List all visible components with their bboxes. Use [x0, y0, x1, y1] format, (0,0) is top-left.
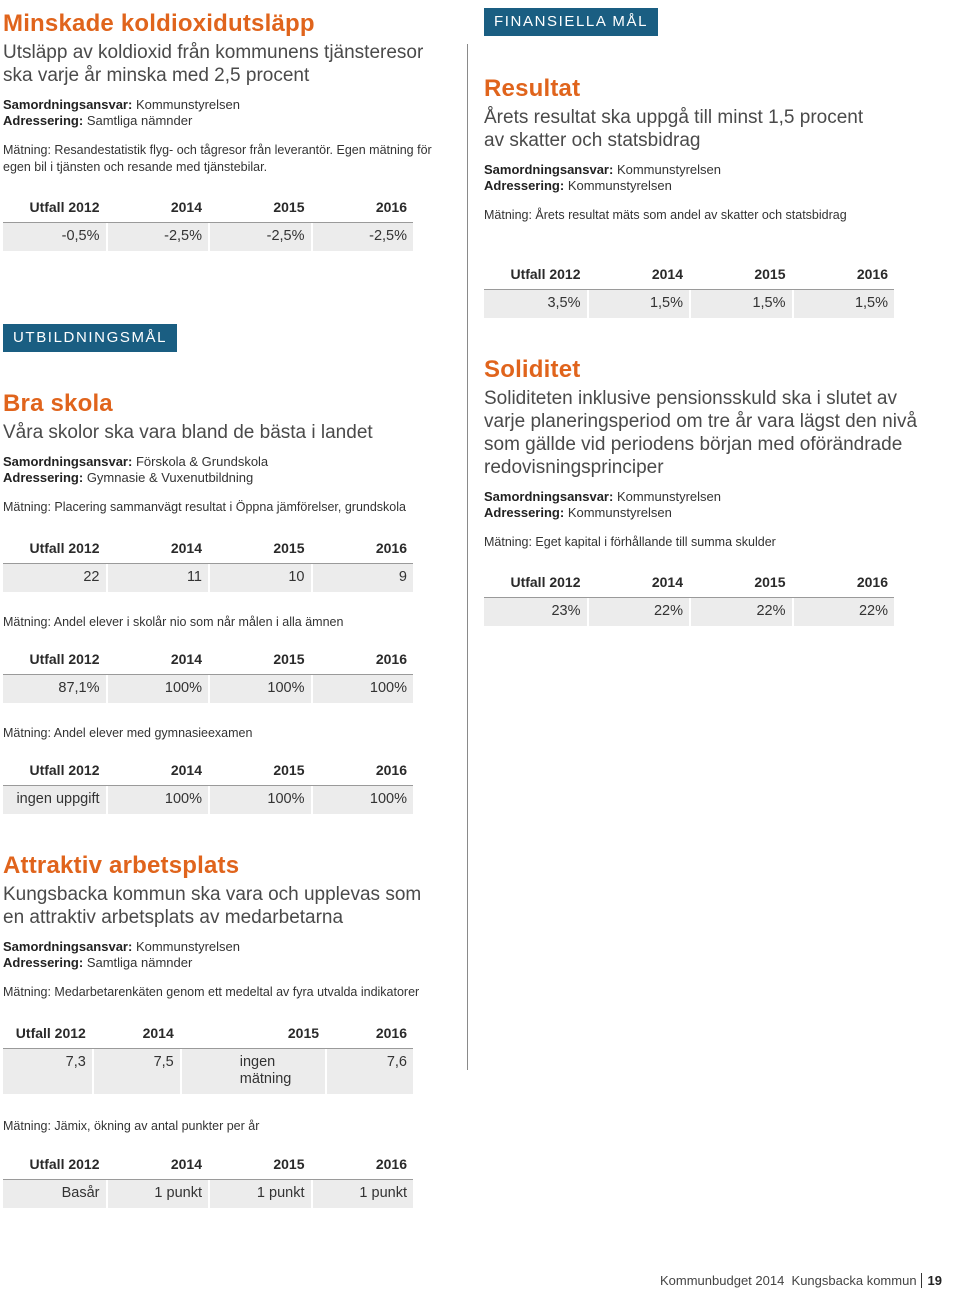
table-header-row: [3, 199, 413, 223]
table-skola-3-wrap: [3, 762, 443, 814]
table-header: 2016: [311, 199, 414, 223]
table-header: 2015: [208, 540, 311, 564]
table-header: 2015: [689, 266, 792, 290]
table-header: 2016: [792, 574, 895, 598]
table-header: 2016: [792, 266, 895, 290]
table-header: 2016: [311, 540, 414, 564]
table-cell: 7,5: [92, 1049, 180, 1094]
table-soliditet-wrap: [484, 574, 954, 626]
table-header-row: [3, 651, 413, 675]
table-row: [3, 223, 413, 251]
table-header: Utfall 2012: [3, 762, 106, 786]
table-cell: 100%: [106, 786, 209, 814]
table-koldioxid-wrap: [3, 199, 443, 251]
table-cell: ingen uppgift: [3, 786, 106, 814]
table-header: 2014: [106, 762, 209, 786]
adressering-label: Adressering:: [3, 113, 84, 128]
section-tag-utbildning: UTBILDNINGSMÅL: [3, 324, 177, 352]
adressering-label: Adressering:: [484, 178, 565, 193]
table-arbetsplats-2-wrap: [3, 1156, 443, 1208]
goal-subtitle: Utsläpp av koldioxid från kommunens tjänsteresor ska varje år minska med 2,5 procent: [3, 42, 424, 86]
table-cell: -2,5%: [311, 223, 414, 251]
samordning-value: Kommunstyrelsen: [613, 489, 721, 504]
metric-description: Mätning: Årets resultat mäts som andel av skatter och statsbidrag: [484, 208, 847, 222]
table-cell: 87,1%: [3, 675, 106, 703]
goal-title: Resultat: [484, 75, 581, 102]
table-cell: ingen mätning: [180, 1049, 325, 1094]
goal-title: Minskade koldioxidutsläpp: [3, 10, 315, 37]
adressering-label: Adressering:: [484, 505, 565, 520]
table-cell: 11: [106, 564, 209, 592]
table-cell: -0,5%: [3, 223, 106, 251]
table-header: 2016: [311, 651, 414, 675]
goal-subtitle: Kungsbacka kommun ska vara och upplevas som en attraktiv arbetsplats av medarbetarna: [3, 884, 422, 928]
column-divider: [467, 44, 468, 1070]
goal-subtitle: Våra skolor ska vara bland de bästa i landet: [3, 422, 373, 443]
section-tag-finansiella: FINANSIELLA MÅL: [484, 8, 658, 36]
metric-arbetsplats-2: [3, 1105, 443, 1135]
goal-bra-skola: [3, 390, 443, 516]
table-header: 2014: [106, 540, 209, 564]
metric-description: Mätning: Andel elever i skolår nio som når målen i alla ämnen: [3, 615, 344, 629]
goal-title: Attraktiv arbetsplats: [3, 852, 240, 879]
table-header: Utfall 2012: [484, 574, 587, 598]
table-cell: 100%: [311, 786, 414, 814]
responsibility: [484, 489, 954, 521]
metric-description: Mätning: Medarbetarenkäten genom ett medeltal av fyra utvalda indikatorer: [3, 985, 420, 999]
table-header: 2014: [587, 266, 690, 290]
stat-table: [3, 199, 413, 251]
table-cell: 22%: [587, 598, 690, 626]
goal-koldioxid: [3, 10, 443, 176]
goal-subtitle: Årets resultat ska uppgå till minst 1,5 procent av skatter och statsbidrag: [484, 107, 864, 151]
table-header: 2016: [311, 1156, 414, 1180]
stat-table: [3, 540, 413, 592]
table-header: Utfall 2012: [3, 651, 106, 675]
table-header: 2016: [311, 762, 414, 786]
stat-table: [3, 651, 413, 703]
page-number: 19: [921, 1273, 942, 1288]
table-header-row: [484, 266, 894, 290]
page-footer: [660, 1273, 942, 1288]
goal-title: Bra skola: [3, 390, 113, 417]
metric-description: Mätning: Jämix, ökning av antal punkter per år: [3, 1119, 260, 1133]
metric-skola-3: [3, 712, 443, 742]
table-cell: 1 punkt: [106, 1180, 209, 1208]
goal-attraktiv-arbetsplats: [3, 852, 443, 1001]
table-header-row: [3, 540, 413, 564]
table-header-row: [484, 574, 894, 598]
samordning-value: Kommunstyrelsen: [132, 939, 240, 954]
table-cell: 1 punkt: [311, 1180, 414, 1208]
table-row: [3, 675, 413, 703]
goal-subtitle: Soliditeten inklusive pensionsskuld ska i slutet av varje planeringsperiod om tre år vara lägst den nivå som gällde vid periodens början med oförändrade redovisningsprinciper: [484, 388, 918, 478]
table-header: 2014: [92, 1025, 180, 1049]
table-cell: 22%: [792, 598, 895, 626]
table-cell: 22: [3, 564, 106, 592]
metric-skola-2: [3, 601, 443, 631]
table-cell: 100%: [106, 675, 209, 703]
table-header: Utfall 2012: [3, 1025, 92, 1049]
table-header: Utfall 2012: [3, 1156, 106, 1180]
adressering-value: Samtliga nämnder: [83, 113, 193, 128]
table-header: 2014: [587, 574, 690, 598]
table-header-row: [3, 1156, 413, 1180]
table-arbetsplats-1-wrap: [3, 1025, 443, 1094]
metric-description: Mätning: Placering sammanvägt resultat i Öppna jämförelser, grundskola: [3, 500, 406, 514]
table-cell: 9: [311, 564, 414, 592]
adressering-label: Adressering:: [3, 470, 84, 485]
adressering-value: Gymnasie & Vuxenutbildning: [83, 470, 254, 485]
table-header: 2015: [208, 199, 311, 223]
table-skola-2-wrap: [3, 651, 443, 703]
table-header: 2015: [180, 1025, 325, 1049]
table-header: Utfall 2012: [3, 540, 106, 564]
table-header: 2015: [689, 574, 792, 598]
table-cell: 100%: [311, 675, 414, 703]
table-cell: 100%: [208, 675, 311, 703]
table-header: Utfall 2012: [3, 199, 106, 223]
table-cell: 10: [208, 564, 311, 592]
table-row: [3, 786, 413, 814]
samordning-value: Kommunstyrelsen: [613, 162, 721, 177]
table-cell: 1,5%: [587, 290, 690, 318]
table-header-row: [3, 762, 413, 786]
table-cell: 7,3: [3, 1049, 92, 1094]
stat-table: [3, 1156, 413, 1208]
adressering-value: Samtliga nämnder: [83, 955, 193, 970]
samordning-label: Samordningsansvar:: [484, 162, 614, 177]
adressering-label: Adressering:: [3, 955, 84, 970]
table-cell: 1,5%: [689, 290, 792, 318]
samordning-value: Kommunstyrelsen: [132, 97, 240, 112]
table-row: [3, 564, 413, 592]
table-cell: 1,5%: [792, 290, 895, 318]
table-header: 2015: [208, 762, 311, 786]
stat-table: [484, 266, 894, 318]
table-cell: 23%: [484, 598, 587, 626]
goal-title: Soliditet: [484, 356, 581, 383]
table-cell: 3,5%: [484, 290, 587, 318]
footer-text: Kommunbudget 2014 Kungsbacka kommun: [660, 1273, 917, 1288]
responsibility: [484, 162, 954, 194]
adressering-value: Kommunstyrelsen: [564, 178, 672, 193]
table-row: [484, 598, 894, 626]
samordning-label: Samordningsansvar:: [3, 454, 133, 469]
stat-table: [3, 762, 413, 814]
table-header: 2014: [106, 651, 209, 675]
table-header: Utfall 2012: [484, 266, 587, 290]
samordning-label: Samordningsansvar:: [484, 489, 614, 504]
metric-description: Mätning: Resandestatistik flyg- och tågresor från leverantör. Egen mätning för egen bil i tjänsten och resande med tjänstebilar.: [3, 143, 432, 174]
table-cell: 22%: [689, 598, 792, 626]
table-cell: -2,5%: [208, 223, 311, 251]
table-row: [484, 290, 894, 318]
table-cell: 100%: [208, 786, 311, 814]
table-header: 2015: [208, 1156, 311, 1180]
samordning-label: Samordningsansvar:: [3, 97, 133, 112]
table-row: [3, 1180, 413, 1208]
goal-resultat: [484, 75, 954, 224]
goal-soliditet: [484, 356, 954, 551]
responsibility: [3, 97, 443, 129]
metric-description: Mätning: Eget kapital i förhållande till summa skulder: [484, 535, 776, 549]
table-row: [3, 1049, 413, 1094]
table-header: 2015: [208, 651, 311, 675]
table-header: 2016: [325, 1025, 413, 1049]
stat-table: [484, 574, 894, 626]
table-header: 2014: [106, 1156, 209, 1180]
adressering-value: Kommunstyrelsen: [564, 505, 672, 520]
table-cell: Basår: [3, 1180, 106, 1208]
metric-description: Mätning: Andel elever med gymnasieexamen: [3, 726, 253, 740]
responsibility: [3, 454, 443, 486]
stat-table: [3, 1025, 413, 1094]
table-header: 2014: [106, 199, 209, 223]
table-header-row: [3, 1025, 413, 1049]
table-skola-1-wrap: [3, 540, 443, 592]
responsibility: [3, 939, 443, 971]
table-resultat-wrap: [484, 266, 954, 318]
samordning-value: Förskola & Grundskola: [132, 454, 269, 469]
table-cell: -2,5%: [106, 223, 209, 251]
samordning-label: Samordningsansvar:: [3, 939, 133, 954]
table-cell: 7,6: [325, 1049, 413, 1094]
table-cell: 1 punkt: [208, 1180, 311, 1208]
